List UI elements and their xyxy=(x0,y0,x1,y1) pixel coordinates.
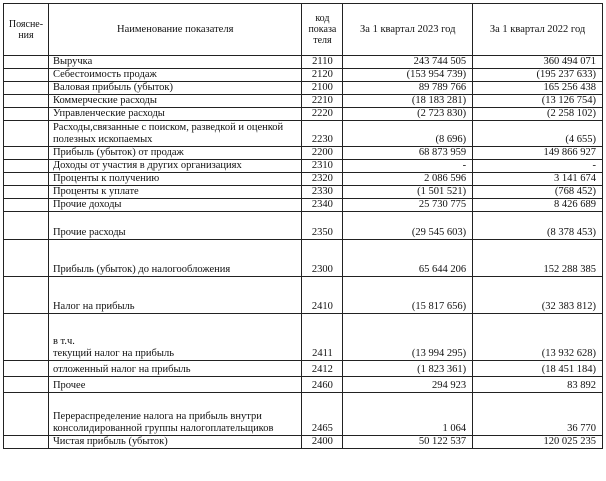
header-name: Наименование показателя xyxy=(48,4,302,56)
indicator-name xyxy=(48,56,302,69)
indicator-name-line: Прибыль (убыток) от продаж xyxy=(52,147,184,158)
note-cell xyxy=(4,160,49,173)
value-2023: (15 817 656) xyxy=(343,277,473,314)
value-2022: (195 237 633) xyxy=(473,69,603,82)
indicator-name-line: в т.ч. xyxy=(52,336,75,347)
note-cell xyxy=(4,69,49,82)
table-row xyxy=(4,436,603,449)
indicator-name-line: Чистая прибыль (убыток) xyxy=(52,436,168,447)
value-2022: (32 383 812) xyxy=(473,277,603,314)
value-2022: (18 451 184) xyxy=(473,361,603,377)
note-cell xyxy=(4,147,49,160)
indicator-code: 2400 xyxy=(302,436,343,449)
indicator-name xyxy=(48,314,302,361)
note-cell xyxy=(4,108,49,121)
indicator-name xyxy=(48,121,302,147)
value-2022: (2 258 102) xyxy=(473,108,603,121)
table-row xyxy=(4,82,603,95)
value-2022: 120 025 235 xyxy=(473,436,603,449)
value-2022: (4 655) xyxy=(473,121,603,147)
indicator-name xyxy=(48,186,302,199)
table-row xyxy=(4,69,603,82)
indicator-name xyxy=(48,240,302,277)
value-2022: (13 932 628) xyxy=(473,314,603,361)
header-period-2022: За 1 квартал 2022 год xyxy=(473,4,603,56)
table-body xyxy=(4,56,603,449)
indicator-name xyxy=(48,436,302,449)
table-row xyxy=(4,147,603,160)
note-cell xyxy=(4,212,49,240)
value-2023: (29 545 603) xyxy=(343,212,473,240)
indicator-name-line: консолидированной группы налогоплательщиков xyxy=(52,423,274,434)
value-2022: 36 770 xyxy=(473,393,603,436)
table-row xyxy=(4,377,603,393)
header-row xyxy=(4,4,603,56)
value-2023: 68 873 959 xyxy=(343,147,473,160)
table-row xyxy=(4,186,603,199)
value-2023: 89 789 766 xyxy=(343,82,473,95)
indicator-name xyxy=(48,160,302,173)
indicator-name xyxy=(48,212,302,240)
indicator-code: 2230 xyxy=(302,121,343,147)
table-row xyxy=(4,160,603,173)
indicator-name-line: Управленческие расходы xyxy=(52,108,165,119)
indicator-name-line: Прочие расходы xyxy=(52,227,126,238)
note-cell xyxy=(4,361,49,377)
value-2022: - xyxy=(473,160,603,173)
value-2023: (2 723 830) xyxy=(343,108,473,121)
indicator-name-line: Расходы,связанные с поиском, разведкой и оценкой xyxy=(52,122,284,133)
note-cell xyxy=(4,277,49,314)
table-row xyxy=(4,393,603,436)
indicator-code: 2411 xyxy=(302,314,343,361)
note-cell xyxy=(4,436,49,449)
table-row xyxy=(4,95,603,108)
table-row xyxy=(4,121,603,147)
indicator-name-line: текущий налог на прибыль xyxy=(52,348,174,359)
value-2023: (18 183 281) xyxy=(343,95,473,108)
indicator-code: 2110 xyxy=(302,56,343,69)
value-2023: (153 954 739) xyxy=(343,69,473,82)
value-2022: (768 452) xyxy=(473,186,603,199)
indicator-name-line: Выручка xyxy=(52,56,93,67)
note-cell xyxy=(4,173,49,186)
indicator-code: 2320 xyxy=(302,173,343,186)
header-code: код показа теля xyxy=(302,4,343,56)
indicator-code: 2300 xyxy=(302,240,343,277)
value-2022: 360 494 071 xyxy=(473,56,603,69)
indicator-name-line: отложенный налог на прибыль xyxy=(52,364,191,375)
value-2023: (1 501 521) xyxy=(343,186,473,199)
value-2023: 25 730 775 xyxy=(343,199,473,212)
note-cell xyxy=(4,56,49,69)
note-cell xyxy=(4,377,49,393)
indicator-name-line: Коммерческие расходы xyxy=(52,95,157,106)
value-2023: 2 086 596 xyxy=(343,173,473,186)
value-2023: 50 122 537 xyxy=(343,436,473,449)
note-cell xyxy=(4,240,49,277)
table-row xyxy=(4,173,603,186)
note-cell xyxy=(4,121,49,147)
indicator-code: 2460 xyxy=(302,377,343,393)
indicator-name xyxy=(48,108,302,121)
indicator-code: 2340 xyxy=(302,199,343,212)
header-note: Поясне-ния xyxy=(4,4,49,56)
indicator-code: 2120 xyxy=(302,69,343,82)
income-statement-table xyxy=(3,3,603,449)
indicator-name-line: Прочие доходы xyxy=(52,199,122,210)
indicator-code: 2200 xyxy=(302,147,343,160)
value-2022: (8 378 453) xyxy=(473,212,603,240)
indicator-name xyxy=(48,199,302,212)
header-period-2023: За 1 квартал 2023 год xyxy=(343,4,473,56)
indicator-name xyxy=(48,69,302,82)
indicator-name xyxy=(48,393,302,436)
value-2022: (13 126 754) xyxy=(473,95,603,108)
indicator-name-line: Прочее xyxy=(52,380,86,391)
indicator-code: 2220 xyxy=(302,108,343,121)
indicator-name-line: Перераспределение налога на прибыль внутри xyxy=(52,411,262,422)
table-row xyxy=(4,277,603,314)
indicator-code: 2330 xyxy=(302,186,343,199)
value-2022: 165 256 438 xyxy=(473,82,603,95)
table-row xyxy=(4,56,603,69)
indicator-name-line: полезных ископаемых xyxy=(52,134,153,145)
value-2023: (8 696) xyxy=(343,121,473,147)
value-2022: 8 426 689 xyxy=(473,199,603,212)
note-cell xyxy=(4,82,49,95)
indicator-name xyxy=(48,173,302,186)
note-cell xyxy=(4,199,49,212)
value-2022: 3 141 674 xyxy=(473,173,603,186)
indicator-name-line: Себестоимость продаж xyxy=(52,69,157,80)
value-2022: 83 892 xyxy=(473,377,603,393)
value-2023: - xyxy=(343,160,473,173)
note-cell xyxy=(4,393,49,436)
indicator-code: 2465 xyxy=(302,393,343,436)
value-2022: 152 288 385 xyxy=(473,240,603,277)
indicator-name xyxy=(48,147,302,160)
indicator-name-line: Проценты к получению xyxy=(52,173,160,184)
indicator-name-line: Валовая прибыль (убыток) xyxy=(52,82,173,93)
indicator-code: 2412 xyxy=(302,361,343,377)
indicator-name xyxy=(48,377,302,393)
table-row xyxy=(4,240,603,277)
indicator-name xyxy=(48,82,302,95)
value-2022: 149 866 927 xyxy=(473,147,603,160)
value-2023: 294 923 xyxy=(343,377,473,393)
indicator-code: 2100 xyxy=(302,82,343,95)
indicator-name xyxy=(48,95,302,108)
indicator-name-line: Доходы от участия в других организациях xyxy=(52,160,242,171)
table-row xyxy=(4,314,603,361)
value-2023: 243 744 505 xyxy=(343,56,473,69)
indicator-name xyxy=(48,277,302,314)
indicator-name-line: Прибыль (убыток) до налогообложения xyxy=(52,264,231,275)
table-row xyxy=(4,361,603,377)
note-cell xyxy=(4,186,49,199)
indicator-name xyxy=(48,361,302,377)
table-row xyxy=(4,199,603,212)
value-2023: (13 994 295) xyxy=(343,314,473,361)
indicator-code: 2410 xyxy=(302,277,343,314)
table-row xyxy=(4,212,603,240)
table-row xyxy=(4,108,603,121)
note-cell xyxy=(4,314,49,361)
indicator-code: 2350 xyxy=(302,212,343,240)
value-2023: 65 644 206 xyxy=(343,240,473,277)
value-2023: 1 064 xyxy=(343,393,473,436)
indicator-name-line: Налог на прибыль xyxy=(52,301,135,312)
indicator-code: 2210 xyxy=(302,95,343,108)
note-cell xyxy=(4,95,49,108)
indicator-code: 2310 xyxy=(302,160,343,173)
value-2023: (1 823 361) xyxy=(343,361,473,377)
indicator-name-line: Проценты к уплате xyxy=(52,186,139,197)
